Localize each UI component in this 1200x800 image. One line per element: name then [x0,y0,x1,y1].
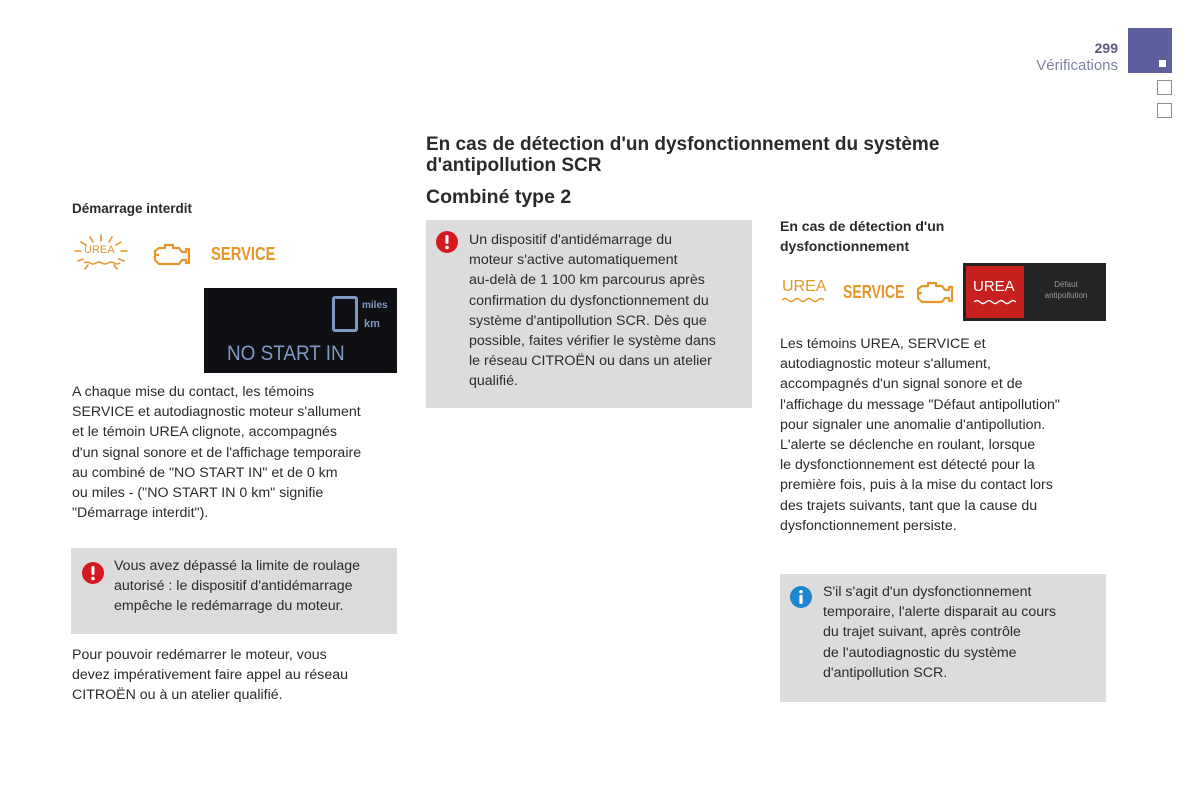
nav-square-1[interactable] [1157,80,1172,95]
lcd-message: NO START IN [227,342,345,365]
urea-alert-label: UREA [973,278,1015,295]
urea-alert-badge [966,266,1024,318]
warning-text-left: Vous avez dépassé la limite de roulage autorisé : le dispositif d'antidémarrage empêche le redémarrage du moteur. [114,558,361,615]
service-indicator: SERVICE [843,282,905,302]
urea-wave-icon [782,297,826,303]
nav-square-2[interactable] [1157,103,1172,118]
heading-detection: En cas de détection d'un dysfonctionnement [780,218,945,254]
panel-message: Défaut antipollution [1044,280,1088,300]
info-note-right [780,574,1106,702]
warning-note-left [71,548,397,634]
right-paragraph: Les témoins UREA, SERVICE et autodiagnostic moteur s'allument, accompagnés d'un signal sonore et de l'affichage du message "Défaut antipollution" pour signaler une anomalie d'antipollution. L'alerte se déclenche en roulant, lorsque le dysfonctionnement est détecté pour la première fois, puis à la mise du contact lors des trajets suivants, tant que la cause du dysfonctionnement persiste. [780,336,1060,534]
engine-check-icon [152,240,192,273]
left-paragraph: A chaque mise du contact, les témoins SERVICE et autodiagnostic moteur s'allument et le témoin UREA clignote, accompagnés d'un signal sonore et de l'affichage temporaire au combiné de "NO START IN" et de 0 km ou miles - ("NO START IN 0 km" signifie "Démarrage interdit"). [72,384,362,522]
subtitle-combine: Combiné type 2 [426,186,572,208]
page-number: 299 [1094,40,1118,56]
tab-marker [1159,60,1166,67]
warning-text-middle: Un dispositif d'antidémarrage du moteur s'active automatiquement au-delà de 1 100 km parcourus après confirmation du dysfonctionnement du système d'antipollution SCR. Dès que possible, faites vérifier le système dans le réseau CITROËN ou dans un atelier qualifié. [469,232,716,390]
closing-paragraph: Pour pouvoir redémarrer le moteur, vous devez impérativement faire appel au réseau CITROËN ou à un atelier qualifié. [72,647,349,704]
lcd-unit-km: km [364,318,380,330]
section-title: Vérifications [1036,57,1118,74]
urea-label: UREA [84,244,115,256]
engine-check-icon [915,278,955,311]
warning-icon [436,231,458,253]
main-title: En cas de détection d'un dysfonctionnement du système d'antipollution SCR [426,134,940,176]
urea-label: UREA [782,278,827,295]
warning-icon [82,562,104,584]
lcd-digit-frame [332,296,358,332]
urea-blinking-indicator [70,232,132,274]
urea-alert-wave-icon [974,299,1016,305]
warning-note-middle [426,220,752,408]
display-panel [963,263,1106,321]
lcd-unit-miles: miles [362,300,388,311]
lcd-display [204,288,397,373]
heading-demarrage-interdit: Démarrage interdit [72,201,193,216]
info-text-right: S'il s'agit d'un dysfonctionnement temporaire, l'alerte disparait au cours du trajet suivant, après contrôle de l'autodiagnostic du système d'antipollution SCR. [823,584,1056,681]
service-indicator: SERVICE [211,244,276,264]
urea-indicator [782,278,826,296]
info-icon [790,586,812,608]
